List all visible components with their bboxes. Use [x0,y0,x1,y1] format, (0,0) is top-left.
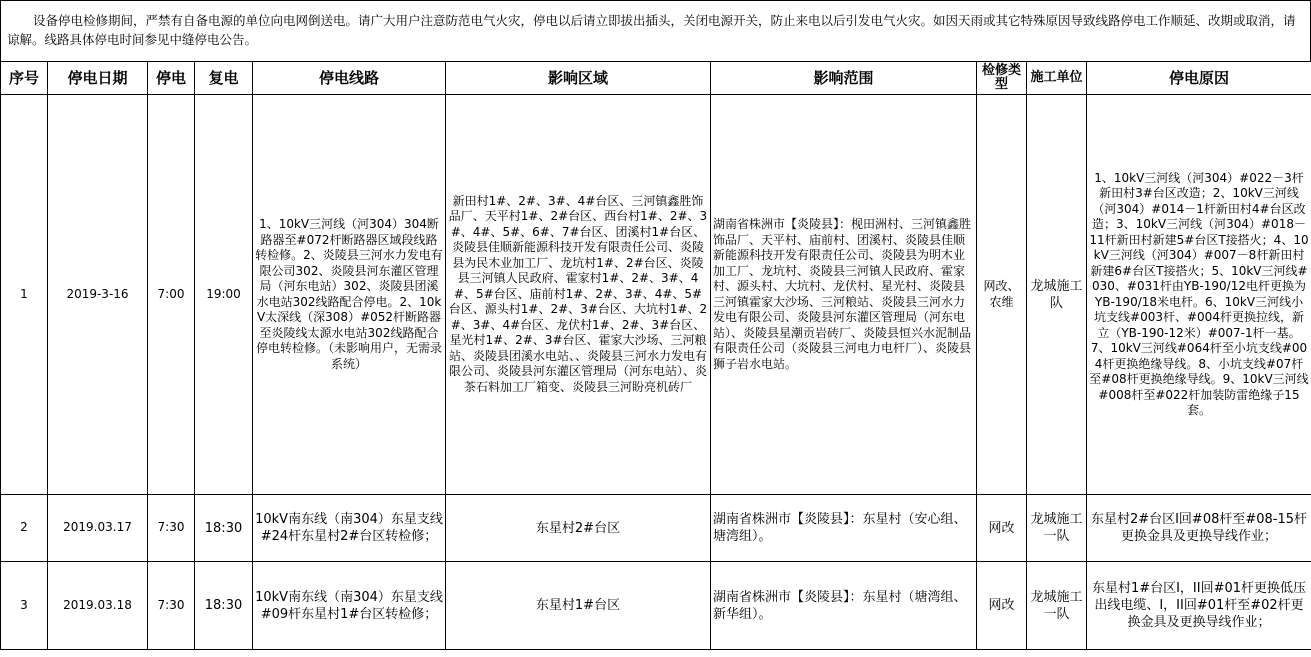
cell-on: 18:30 [195,562,253,650]
cell-unit: 龙城施工一队 [1027,562,1087,650]
header-scope: 影响范围 [711,62,977,95]
cell-line: 10kV南东线（南304）东星支线#09杆东星村1#台区转检修； [253,562,446,650]
header-area: 影响区域 [446,62,711,95]
cell-type: 网改 [977,562,1027,650]
header-reason: 停电原因 [1087,62,1311,95]
cell-seq: 3 [1,562,48,650]
cell-on: 19:00 [195,95,253,495]
cell-reason: 东星村2#台区I回#08杆至#08-15杆更换金具及更换导线作业； [1087,495,1311,562]
notice-paragraph: 设备停电检修期间，严禁有自备电源的单位向电网倒送电。请广大用户注意防范电气火灾，停电以后请立即拔出插头，关闭电源开关，防止来电以后引发电气火灾。如因天雨或其它特殊原因导致线路停电工作顺延、改期或取消，请谅解。线路具体停电时间参见中缝停电公告。 [0,0,1311,61]
cell-scope: 湖南省株洲市【炎陵县】：东星村（塘湾组、新华组）。 [711,562,977,650]
cell-unit: 龙城施工一队 [1027,495,1087,562]
cell-reason: 1、10kV三河线（河304）#022－3杆新田村3#台区改造；2、10kV三河线（河304）#014－1杆新田村4#台区改造；3、10kV三河线（河304）#018－11杆新田村新建5#台区T接搭火；4、10kV三河线（河304）#007－8杆新田村新建6#台区T接搭火；5、10kV三河线#030、#031杆由YB-190/12电杆更换为YB-190/18米电杆。6、10kV三河线小坑支线#003杆、#004杆更换拉线，新立（YB-190-12米）#007-1杆一基。7、10kV三河线#064杆至小坑支线#004杆更换绝缘导线。8、小坑支线#07杆至#08杆更换绝缘导线。9、10kV三河线#008杆至#022杆加装防雷绝缘子15套。 [1087,95,1311,495]
cell-area: 新田村1#、2#、3#、4#台区、三河镇鑫胜饰品厂、天平村1#、2#台区、西台村1#、2#、3#、4#、5#、6#、7#台区、团溪村1#台区、炎陵县佳顺新能源科技开发有限责任公司、炎陵县为民木业加工厂、龙坑村1#、2#台区、炎陵县三河镇人民政府、霍家村1#、2#、3#、4#、5#台区、庙前村1#、2#、3#、4#、5#台区、源头村1#、2#、3#台区、大坑村1#、2#、3#、4#台区、龙伏村1#、2#、3#台区、星光村1#、2#、3#台区、霍家大沙场、三河粮站、炎陵县团溪水电站、、炎陵县三河水力发电有限公司、炎陵县河东灌区管理局（河东电站）、炎茶石料加工厂箱变、炎陵县三河盼亮机砖厂 [446,95,711,495]
cell-unit: 龙城施工队 [1027,95,1087,495]
outage-table [0,61,1311,650]
cell-line: 10kV南东线（南304）东星支线#24杆东星村2#台区转检修； [253,495,446,562]
cell-scope: 湖南省株洲市【炎陵县】：枧田洲村、三河镇鑫胜饰品厂、天平村、庙前村、团溪村、炎陵县佳顺新能源科技开发有限责任公司、炎陵县为明木业加工厂、龙坑村、炎陵县三河镇人民政府、霍家村、源头村、大坑村、龙伏村、星光村、炎陵县三河镇霍家大沙场、三河粮站、炎陵县三河水力发电有限公司、炎陵县河东灌区管理局（河东电站）、炎陵县星潮贡岩砖厂、炎陵县恒兴水泥制品有限责任公司（炎陵县三河电力电杆厂）、炎陵县狮子岩水电站。 [711,95,977,495]
cell-seq: 1 [1,95,48,495]
header-off: 停电 [148,62,195,95]
cell-line: 1、10kV三河线（河304）304断路器至#072杆断路器区域段线路转检修。2、炎陵县三河水力发电有限公司302、炎陵县河东灌区管理局（河东电站）302、炎陵县团溪水电站302线路配合停电。2、10kV太深线（深308）#052杆断路器至炎陵线太源水电站302线路配合停电转检修。（未影响用户，无需录系统） [253,95,446,495]
cell-type: 网改、农维 [977,95,1027,495]
cell-area: 东星村2#台区 [446,495,711,562]
cell-on: 18:30 [195,495,253,562]
cell-off: 7:30 [148,495,195,562]
cell-seq: 2 [1,495,48,562]
header-seq: 序号 [1,62,48,95]
header-type: 检修类型 [977,62,1027,95]
cell-off: 7:00 [148,95,195,495]
cell-date: 2019.03.17 [48,495,148,562]
table-row [1,95,1311,495]
table-row [1,562,1311,650]
table-row [1,495,1311,562]
cell-type: 网改 [977,495,1027,562]
header-on: 复电 [195,62,253,95]
cell-area: 东星村1#台区 [446,562,711,650]
header-unit: 施工单位 [1027,62,1087,95]
header-row [1,62,1311,95]
header-date: 停电日期 [48,62,148,95]
cell-reason: 东星村1#台区I，II回#01杆更换低压出线电缆、I，II回#01杆至#02杆更换金具及更换导线作业； [1087,562,1311,650]
cell-date: 2019.03.18 [48,562,148,650]
cell-date: 2019-3-16 [48,95,148,495]
header-line: 停电线路 [253,62,446,95]
cell-off: 7:30 [148,562,195,650]
cell-scope: 湖南省株洲市【炎陵县】：东星村（安心组、塘湾组）。 [711,495,977,562]
